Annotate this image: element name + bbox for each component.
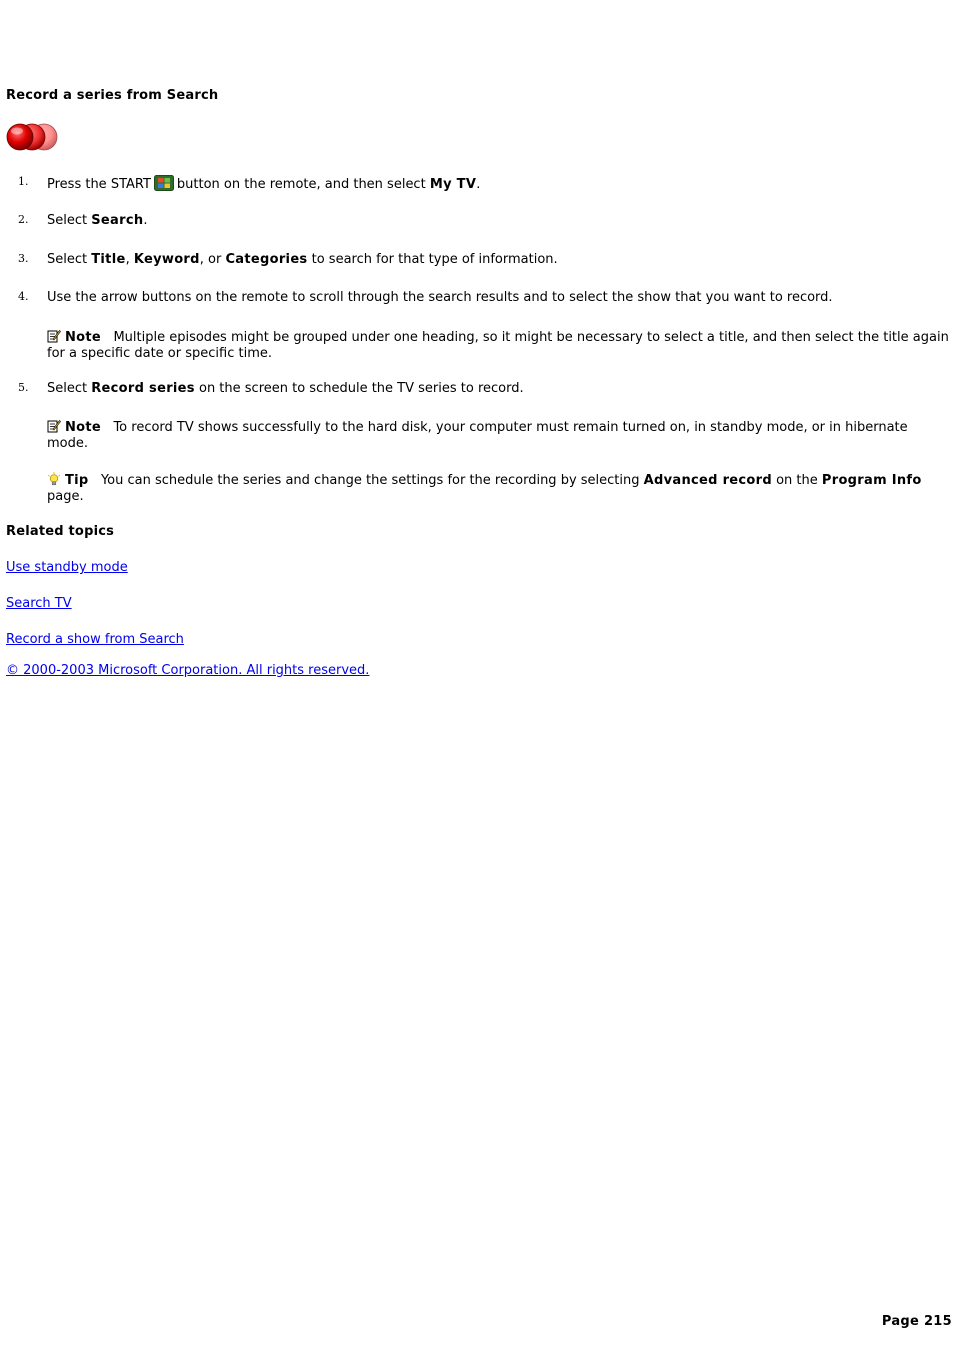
step-number: 2. [18, 213, 29, 226]
step-number: 3. [18, 252, 29, 265]
step-text-part: , or [199, 252, 222, 267]
link-use-standby-mode[interactable]: Use standby mode [6, 560, 128, 575]
step-text-part: Select [47, 213, 88, 228]
link-record-show-from-search[interactable]: Record a show from Search [6, 632, 184, 647]
step-text-part: Select [47, 381, 88, 396]
step-text [47, 175, 947, 193]
ui-term: Search [91, 213, 144, 228]
step-text-part: Press the START [47, 177, 151, 192]
step-text-part: to search for that type of information. [311, 252, 558, 267]
ui-term: Program Info [821, 473, 922, 488]
step-text-part: , [125, 252, 130, 267]
tip-lightbulb-icon [47, 472, 61, 486]
note-pencil-icon [47, 329, 61, 343]
step-text-part: . [476, 177, 481, 192]
step-text [47, 252, 947, 268]
ui-term: Advanced record [643, 473, 772, 488]
link-search-tv[interactable]: Search TV [6, 596, 72, 611]
record-series-icon [6, 122, 60, 152]
page-title: Record a series from Search [6, 88, 219, 103]
tip-callout [47, 472, 950, 505]
note-text: To record TV shows successfully to the hard disk, your computer must remain turned on, in standby mode, or in hibernate mode. [47, 420, 908, 451]
step-number: 1. [18, 175, 29, 188]
step-text [47, 381, 947, 397]
ui-term: Keyword [133, 252, 200, 267]
related-topics-heading: Related topics [6, 524, 115, 539]
step-text: Use the arrow buttons on the remote to scroll through the search results and to select the show that you want to record. [47, 290, 833, 305]
note-text: Multiple episodes might be grouped under one heading, so it might be necessary to select a title, and then select the title again for a specific date or specific time. [47, 330, 949, 361]
note-callout [47, 329, 950, 362]
note-callout [47, 419, 950, 452]
step-text-part: Select [47, 252, 88, 267]
ui-term: Record series [91, 381, 195, 396]
step-text-part: . [143, 213, 148, 228]
ui-term: My TV [429, 177, 477, 192]
tip-label: Tip [65, 473, 89, 488]
step-number: 4. [18, 290, 29, 303]
start-button-icon [154, 175, 174, 191]
tip-text: page. [47, 489, 84, 504]
tip-text: on the [776, 473, 818, 488]
step-text-part: on the screen to schedule the TV series to record. [198, 381, 524, 396]
ui-term: Categories [225, 252, 308, 267]
step-text [47, 213, 947, 229]
ui-term: Title [91, 252, 126, 267]
copyright-link[interactable]: © 2000-2003 Microsoft Corporation. All rights reserved. [6, 663, 370, 678]
step-text-part: button on the remote, and then select [176, 177, 426, 192]
note-pencil-icon [47, 419, 61, 433]
tip-text: You can schedule the series and change the settings for the recording by selecting [100, 473, 640, 488]
note-label: Note [65, 420, 102, 435]
step-number: 5. [18, 381, 29, 394]
note-label: Note [65, 330, 102, 345]
page-number: Page 215 [881, 1314, 952, 1329]
